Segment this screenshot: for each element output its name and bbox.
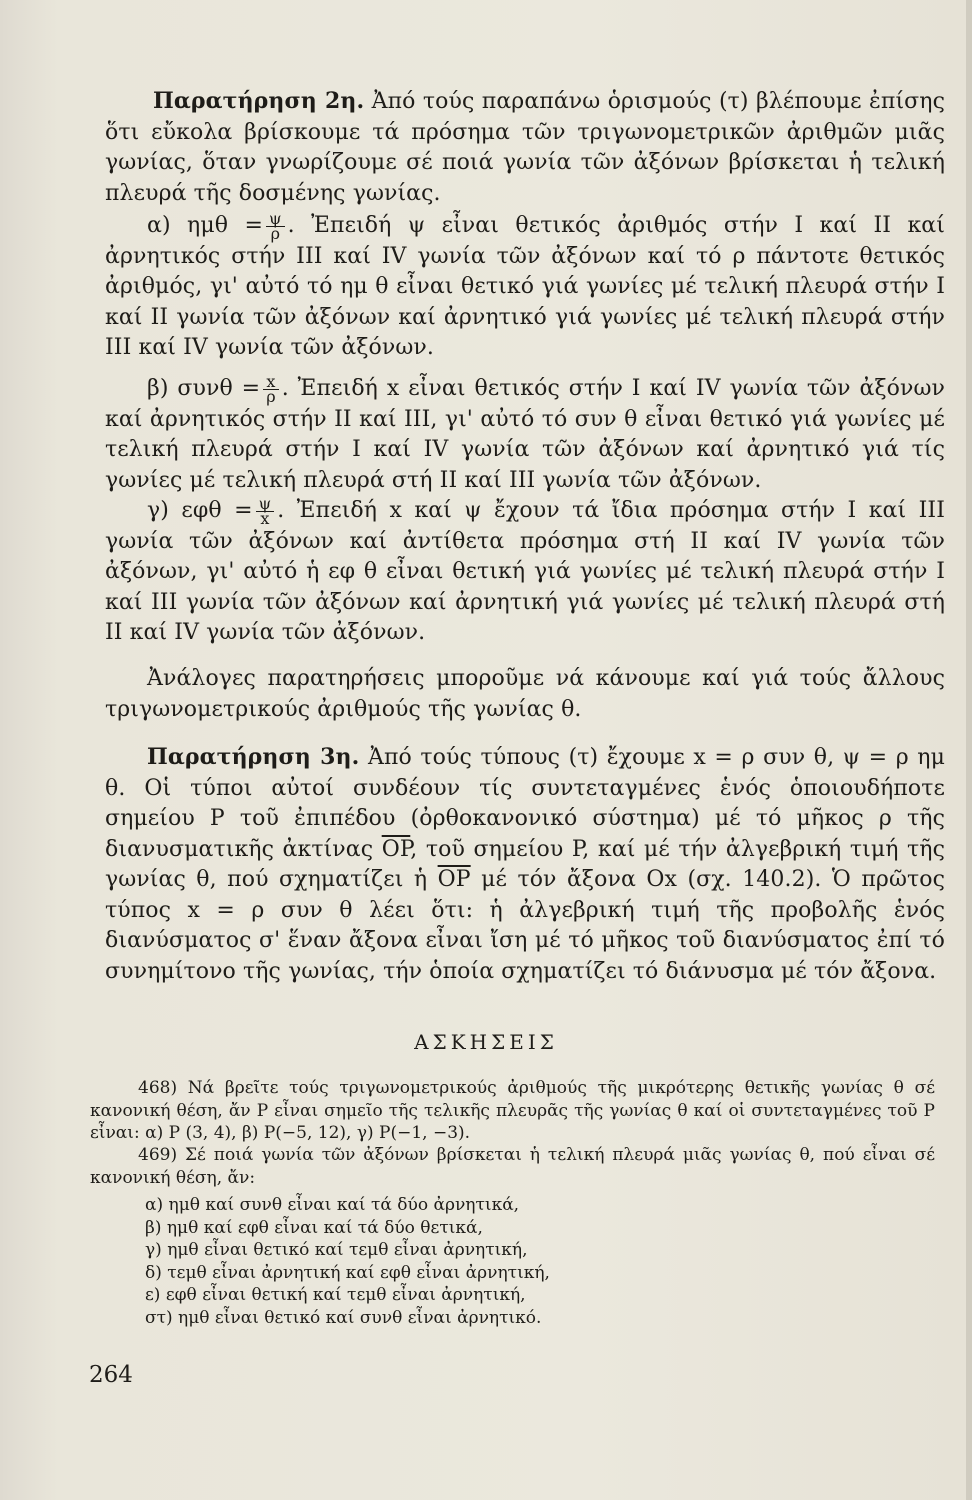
remark2-intro-text: Ἀπό τούς παραπάνω ὁρισμούς (τ) βλέπουμε ἐπίσης ὅτι εὔκολα βρίσκουμε τά πρόσημα τῶν τριγωνομετρικῶν ἀριθμῶν μιᾶς γωνίας, ὅταν γνωρίζουμε σέ ποιά γωνία τῶν ἀξόνων βρίσκεται ἡ τελική πλευρά τῆς δοσμένης γωνίας. bbox=[105, 89, 945, 206]
case-a-label: α) ημθ = bbox=[147, 213, 263, 238]
case-c-numerator: ψ bbox=[256, 497, 275, 512]
remark2-case-c bbox=[105, 493, 946, 649]
list-item: α) ημθ καί συνθ εἶναι καί τά δύο ἀρνητικά, bbox=[145, 1195, 520, 1215]
case-c-fraction bbox=[256, 493, 275, 528]
vector-op-2: $\overline{OP}$ bbox=[437, 867, 471, 892]
case-b-denominator: ρ bbox=[266, 386, 276, 406]
case-a-fraction bbox=[266, 208, 285, 243]
list-item: γ) ημθ εἶναι θετικό καί τεμθ εἶναι ἀρνητική, bbox=[145, 1240, 528, 1261]
list-item: β) ημθ καί εφθ εἶναι καί τά δύο θετικά, bbox=[145, 1217, 483, 1238]
case-a-text: . Ἐπειδή ψ εἶναι θετικός ἀριθμός στήν I καί II καί ἀρνητικός στήν III καί IV γωνία τῶν ἀξόνων καί τό ρ πάντοτε θετικός ἀριθμός, γι' αὐτό τό ημ θ εἶναι θετικό γιά γωνίες μέ τελική πλευρά στήν I καί II γωνία τῶν ἀξόνων καί ἀρνητικό γιά γωνίες μέ τελική πλευρά στήν III καί IV γωνία τῶν ἀξόνων. bbox=[105, 213, 945, 360]
list-item: στ) ημθ εἶναι θετικό καί συνθ εἶναι ἀρνητικό. bbox=[145, 1307, 542, 1328]
list-item: δ) τεμθ εἶναι ἀρνητική καί εφθ εἶναι ἀρνητική, bbox=[145, 1262, 550, 1283]
remark3-paragraph bbox=[105, 742, 945, 987]
case-c-denominator: x bbox=[260, 508, 270, 528]
case-b-fraction bbox=[263, 371, 279, 406]
case-b-numerator: x bbox=[263, 375, 279, 390]
closing-text: Ἀνάλογες παρατηρήσεις μποροῦμε νά κάνουμε καί γιά τούς ἄλλους τριγωνομετρικούς ἀριθμούς τῆς γωνίας θ. bbox=[105, 666, 945, 722]
exercise-469-options bbox=[145, 1194, 550, 1330]
page-number: 264 bbox=[89, 1362, 133, 1388]
exercise-469-text: 469) Σέ ποιά γωνία τῶν ἀξόνων βρίσκεται ἡ τελική πλευρά μιᾶς γωνίας θ, πού εἶναι σέ κανονική θέση, ἄν: bbox=[90, 1145, 935, 1188]
remark2-case-b bbox=[105, 371, 946, 496]
case-a-denominator: ρ bbox=[270, 223, 281, 243]
remark3-title: Παρατήρηση 3η. bbox=[147, 744, 360, 770]
case-c-text: . Ἐπειδή x καί ψ ἔχουν τά ἴδια πρόσημα στήν I καί III γωνία τῶν ἀξόνων καί ἀντίθετα πρόσημα στή II καί IV γωνία τῶν ἀξόνων, γι' αὐτό ἡ εφ θ εἶναι θετική γιά γωνίες μέ τελική πλευρά στήν I καί III γωνία τῶν ἀξόνων καί ἀρνητική γιά γωνίες μέ τελική πλευρά στή II καί IV γωνία τῶν ἀξόνων. bbox=[105, 498, 946, 645]
remark2-intro-paragraph bbox=[105, 86, 945, 209]
case-b-label: β) συνθ = bbox=[147, 376, 261, 401]
exercise-468 bbox=[90, 1077, 935, 1145]
remark2-case-a bbox=[105, 208, 945, 364]
remark3-text-3: μέ τόν ἄξονα Ox (σχ. 140.2). Ὁ πρῶτος τύπος x = ρ συν θ λέει ὅτι: ἡ ἀλγεβρική τιμή τῆς προβολῆς ἑνός διανύσματος σ' ἕναν ἄξονα εἶναι ἴση μέ τό μῆκος τοῦ διανύσματος ἐπί τό συνημίτονο τῆς γωνίας, τήν ὁποία σχηματίζει τό διάνυσμα μέ τόν ἄξονα. bbox=[105, 867, 946, 984]
exercise-469 bbox=[90, 1144, 935, 1189]
list-item: ε) εφθ εἶναι θετική καί τεμθ εἶναι ἀρνητική, bbox=[145, 1285, 526, 1306]
page-edge-shadow bbox=[966, 0, 972, 1500]
remark2-title: Παρατήρηση 2η. bbox=[153, 88, 365, 114]
exercises-heading: ΑΣΚΗΣΕΙΣ bbox=[414, 1030, 558, 1054]
exercise-468-text: 468) Νά βρεῖτε τούς τριγωνομετρικούς ἀριθμούς τῆς μικρότερης θετικῆς γωνίας θ σέ κανονική θέση, ἄν P εἶναι σημεῖο τῆς τελικῆς πλευρᾶς τῆς γωνίας θ καί οἱ συντεταγμένες τοῦ P εἶναι: α) P (3, 4), β) P(−5, 12), γ) P(−1, −3). bbox=[90, 1078, 935, 1143]
remark2-closing bbox=[105, 664, 945, 725]
case-a-numerator: ψ bbox=[266, 212, 285, 227]
vector-op-1: $\overline{OP}$ bbox=[381, 836, 411, 862]
remark3-text-2: , τοῦ σημείου P, καί μέ τήν ἀλγεβρική τιμή τῆς γωνίας θ, πού σχηματίζει ἡ bbox=[105, 836, 945, 892]
case-b-text: . Ἐπειδή x εἶναι θετικός στήν I καί IV γωνία τῶν ἀξόνων καί ἀρνητικός στήν II καί III, γι' αὐτό τό συν θ εἶναι θετικό γιά γωνίες μέ τελική πλευρά στήν I καί IV γωνία τῶν ἀξόνων καί ἀρνητικό γιά τίς γωνίες μέ τελική πλευρά στή II καί III γωνία τῶν ἀξόνων. bbox=[105, 376, 946, 493]
case-c-label: γ) εφθ = bbox=[147, 498, 253, 523]
remark3-text-1: Ἀπό τούς τύπους (τ) ἔχουμε x = ρ συν θ, ψ = ρ ημ θ. Οἱ τύποι αὐτοί συνδέουν τίς συντεταγμένες ἑνός ὁποιουδήποτε σημείου P τοῦ ἐπιπέδου (ὀρθοκανονικό σύστημα) μέ τό μῆκος ρ τῆς διανυσματικῆς ἀκτίνας bbox=[105, 745, 945, 862]
